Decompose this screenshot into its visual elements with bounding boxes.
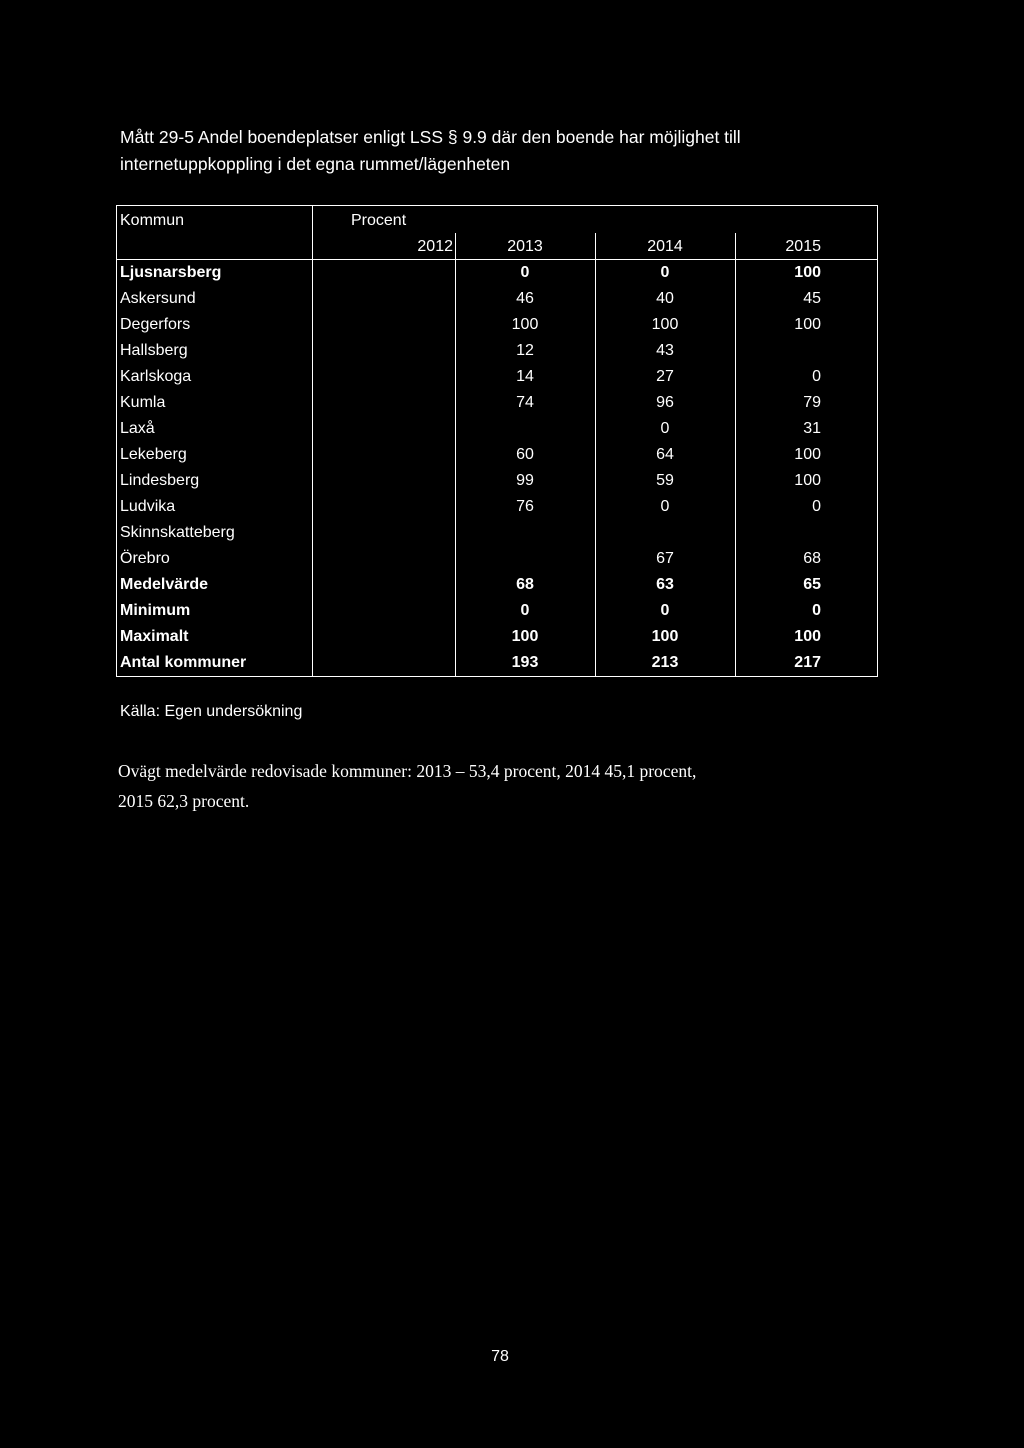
- table-header: [117, 206, 877, 260]
- table-row: [117, 650, 877, 676]
- table-row: [117, 468, 877, 494]
- cell-2013: 46: [516, 290, 534, 307]
- title-line-1: Mått 29-5 Andel boendeplatser enligt LSS § 9.9 där den boende har möjlighet till: [120, 127, 741, 147]
- cell-2015: 100: [794, 264, 821, 281]
- row-label: Hallsberg: [120, 342, 188, 359]
- header-procent: Procent: [351, 212, 407, 229]
- row-label: Antal kommuner: [120, 654, 247, 671]
- cell-2015: 79: [803, 394, 821, 411]
- cell-2013: 100: [511, 316, 539, 333]
- header-divider: [455, 233, 456, 259]
- cell-2015: 65: [803, 576, 821, 593]
- table-row: [117, 416, 877, 442]
- row-label: Ludvika: [120, 498, 176, 515]
- row-label: Karlskoga: [120, 368, 192, 385]
- table-row: [117, 546, 877, 572]
- row-label: Ljusnarsberg: [120, 264, 222, 281]
- table-row: [117, 572, 877, 598]
- row-label: Kumla: [120, 394, 166, 411]
- data-table: [116, 205, 878, 676]
- cell-2013: 0: [520, 602, 530, 619]
- cell-2015: 0: [812, 602, 821, 619]
- row-label: Skinnskatteberg: [120, 524, 235, 541]
- cell-2014: 27: [656, 368, 674, 385]
- footnote-line-1: Ovägt medelvärde redovisade kommuner: 2013 – 53,4 procent, 2014 45,1 procent,: [118, 761, 697, 781]
- cell-2015: 100: [794, 472, 821, 489]
- footnote-line-2: 2015 62,3 procent.: [118, 791, 250, 811]
- cell-2014: 0: [660, 264, 670, 281]
- header-year-2014: 2014: [647, 238, 683, 255]
- row-label: Laxå: [120, 420, 155, 437]
- cell-2014: 67: [656, 550, 674, 567]
- cell-2013: 100: [511, 628, 539, 645]
- header-kommun: Kommun: [120, 212, 185, 229]
- header-divider: [595, 233, 596, 259]
- cell-2015: 100: [794, 446, 821, 463]
- cell-2013: 12: [516, 342, 534, 359]
- row-label: Askersund: [120, 290, 196, 307]
- cell-2015: 68: [803, 550, 821, 567]
- cell-2014: 40: [656, 290, 674, 307]
- header-year-2013: 2013: [507, 238, 543, 255]
- column-divider: [595, 260, 596, 676]
- cell-2014: 59: [656, 472, 674, 489]
- cell-2014: 100: [651, 628, 679, 645]
- column-divider: [312, 260, 313, 676]
- cell-2013: 76: [516, 498, 534, 515]
- row-label: Minimum: [120, 602, 191, 619]
- cell-2015: 45: [803, 290, 821, 307]
- header-year-2012: 2012: [417, 238, 453, 255]
- table-row: [117, 520, 877, 546]
- page-title: [120, 124, 840, 178]
- table-row: [117, 390, 877, 416]
- header-divider: [312, 206, 313, 259]
- cell-2014: 100: [651, 316, 679, 333]
- row-label: Degerfors: [120, 316, 191, 333]
- cell-2013: 193: [511, 654, 539, 671]
- column-divider: [455, 260, 456, 676]
- cell-2015: 100: [794, 316, 821, 333]
- cell-2013: 0: [520, 264, 530, 281]
- row-label: Lekeberg: [120, 446, 187, 463]
- cell-2014: 64: [656, 446, 674, 463]
- cell-2015: 0: [812, 498, 821, 515]
- cell-2015: 217: [794, 654, 821, 671]
- row-label: Lindesberg: [120, 472, 200, 489]
- row-label: Medelvärde: [120, 576, 209, 593]
- cell-2015: 0: [812, 368, 821, 385]
- header-year-2015: 2015: [785, 238, 821, 255]
- table-row: [117, 338, 877, 364]
- row-label: Örebro: [120, 550, 170, 567]
- cell-2014: 213: [651, 654, 679, 671]
- cell-2014: 0: [660, 602, 670, 619]
- cell-2013: 68: [516, 576, 534, 593]
- footnote: [118, 756, 838, 816]
- cell-2014: 0: [660, 498, 670, 515]
- column-divider: [735, 260, 736, 676]
- cell-2014: 0: [660, 420, 670, 437]
- cell-2014: 43: [656, 342, 674, 359]
- table-bottom-border: [116, 676, 878, 677]
- table-row: [117, 624, 877, 650]
- cell-2013: 99: [516, 472, 534, 489]
- cell-2014: 96: [656, 394, 674, 411]
- table-row: [117, 442, 877, 468]
- table-row: [117, 260, 877, 286]
- table-body: [117, 260, 877, 676]
- cell-2013: 14: [516, 368, 534, 385]
- table-row: [117, 598, 877, 624]
- cell-2015: 31: [803, 420, 821, 437]
- cell-2013: 74: [516, 394, 534, 411]
- cell-2013: 60: [516, 446, 534, 463]
- source-note: Källa: Egen undersökning: [120, 703, 303, 720]
- header-divider: [735, 233, 736, 259]
- row-label: Maximalt: [120, 628, 189, 645]
- table-row: [117, 286, 877, 312]
- page-number: 78: [491, 1348, 509, 1365]
- title-line-2: internetuppkoppling i det egna rummet/lägenheten: [120, 154, 511, 174]
- cell-2014: 63: [656, 576, 674, 593]
- table-row: [117, 364, 877, 390]
- table-row: [117, 312, 877, 338]
- cell-2015: 100: [794, 628, 821, 645]
- table-row: [117, 494, 877, 520]
